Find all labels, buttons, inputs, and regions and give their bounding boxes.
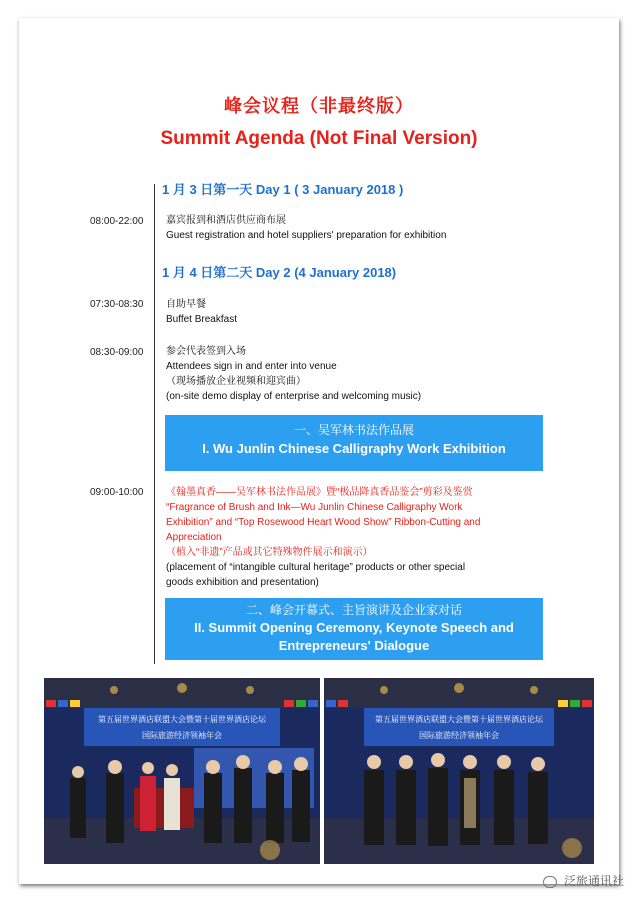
title-chinese: 峰会议程（非最终版） [224,96,414,117]
section-banner-calligraphy [165,415,543,471]
timeline-divider [154,184,155,664]
banner-title-en: I. Wu Junlin Chinese Calligraphy Work Exhibition [202,441,506,456]
entry-time: 09:00-10:00 [90,487,144,498]
entry-line: Buffet Breakfast [166,314,237,325]
entry-line: goods exhibition and presentation) [166,577,319,588]
photo-banner-text: 国际旅游经济领袖年会 [142,731,222,740]
watermark-text: 泛旅通讯社 [563,874,624,888]
entry-line: (placement of “intangible cultural heritage” products or other special [166,562,466,573]
entry-line: 《翰墨真香——吴军林书法作品展》暨“极品降真香品鉴会”剪彩及鉴赏 [166,487,473,498]
agenda-entry [166,213,536,243]
wechat-icon [543,876,557,888]
entry-line: 嘉宾报到和酒店供应商布展 [166,215,286,226]
agenda-entry [166,297,536,327]
photo-banner-text: 第五届世界酒店联盟大会暨第十届世界酒店论坛 [375,715,543,724]
document-page [19,18,619,884]
watermark [543,872,624,889]
photo-banner-text: 国际旅游经济领袖年会 [419,731,499,740]
entry-line: 自助早餐 [166,299,206,310]
entry-line: Guest registration and hotel suppliers' preparation for exhibition [166,230,447,241]
day-1-heading: 1 月 3 日第一天 Day 1 ( 3 January 2018 ) [162,182,404,197]
entry-time: 08:00-22:00 [90,216,144,227]
entry-time: 08:30-09:00 [90,347,144,358]
title-english: Summit Agenda (Not Final Version) [160,128,478,149]
ribbon-cutting-photo [44,678,320,864]
day-2-heading: 1 月 4 日第二天 Day 2 (4 January 2018) [162,265,397,280]
event-photo-left [44,678,320,864]
banner-title-cn: 二、峰会开幕式、主旨演讲及企业家对话 [245,603,462,617]
event-photo-right [324,678,594,864]
entry-line: Appreciation [166,532,222,543]
entry-line: Exhibition” and “Top Rosewood Heart Wood Show” Ribbon-Cutting and [166,517,481,528]
banner-title-en: Entrepreneurs' Dialogue [278,638,430,653]
entry-line: Attendees sign in and enter into venue [166,361,337,372]
agenda-entry [166,485,536,590]
banner-title-cn: 一、吴军林书法作品展 [293,423,414,437]
banner-title-en: II. Summit Opening Ceremony, Keynote Speech and [194,620,514,635]
entry-time: 07:30-08:30 [90,299,144,310]
agenda-entry [166,344,536,404]
entry-line: 参会代表签到入场 [166,346,246,357]
entry-line: （现场播放企业视频和迎宾曲） [166,376,306,387]
entry-line: (on-site demo display of enterprise and welcoming music) [166,391,422,402]
group-photo [324,678,594,864]
entry-line: （植入“非遗”产品或其它特殊物件展示和演示） [166,547,373,558]
section-banner-opening [165,598,543,660]
entry-line: “Fragrance of Brush and Ink—Wu Junlin Chinese Calligraphy Work [166,502,463,513]
photo-banner-text: 第五届世界酒店联盟大会暨第十届世界酒店论坛 [98,715,266,724]
